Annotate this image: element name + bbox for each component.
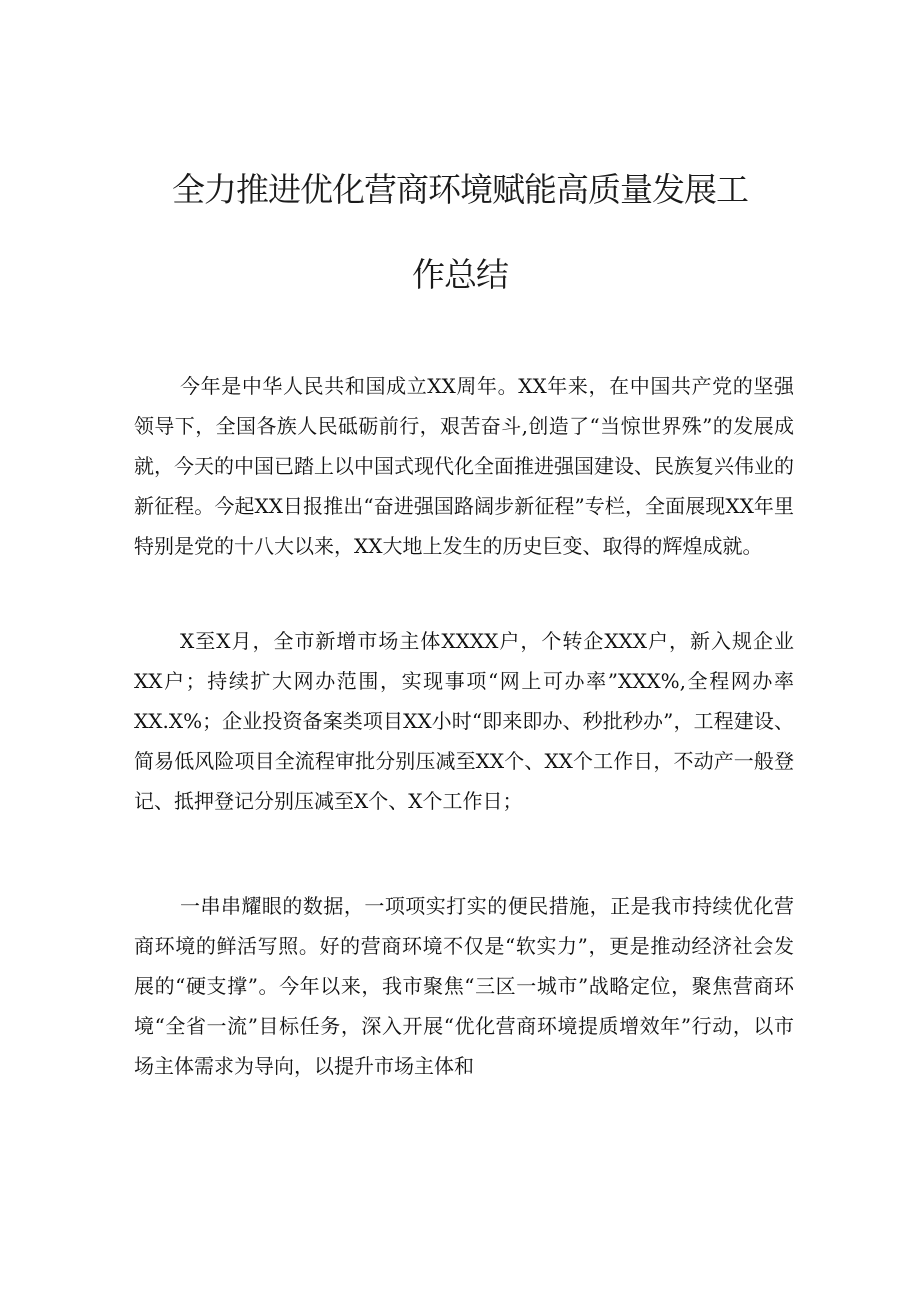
paragraph-text: 一串串耀眼的数据，一项项实打实的便民措施，正是我市持续优化营商环境的鲜活写照。好的营商环境不仅是“软实力”，更是推动经济社会发展的“硬支撑”。今年以来，我市聚焦“三区一城市”战略定位，聚焦营商环境“全省一流”目标任务，深入开展“优化营商环境提质增效年”行动，以市场主体需求为导向，以提升市场主体和 bbox=[134, 894, 794, 1078]
document-title-line-2: 作总结 bbox=[412, 255, 508, 294]
paragraph-2 bbox=[134, 621, 794, 821]
paragraph-1 bbox=[134, 366, 794, 566]
paragraph-text: X至X月，全市新增市场主体XXXX户，个转企XXX户，新入规企业XX户；持续扩大网办范围，实现事项“网上可办率”XXX%,全程网办率XX.X%；企业投资备案类项目XX小时“即来即办、秒批秒办”，工程建设、简易低风险项目全流程审批分别压减至XX个、XX个工作日，不动产一般登记、抵押登记分别压减至X个、X个工作日； bbox=[134, 629, 794, 813]
paragraph-text: 今年是中华人民共和国成立XX周年。XX年来，在中国共产党的坚强领导下，全国各族人民砥砺前行，艰苦奋斗,创造了“当惊世界殊”的发展成就，今天的中国已踏上以中国式现代化全面推进强国建设、民族复兴伟业的新征程。今起XX日报推出“奋进强国路阔步新征程”专栏，全面展现XX年里特别是党的十八大以来，XX大地上发生的历史巨变、取得的辉煌成就。 bbox=[134, 374, 794, 558]
paragraph-3 bbox=[134, 886, 794, 1086]
document-title-line-1: 全力推进优化营商环境赋能高质量发展工 bbox=[172, 170, 748, 209]
